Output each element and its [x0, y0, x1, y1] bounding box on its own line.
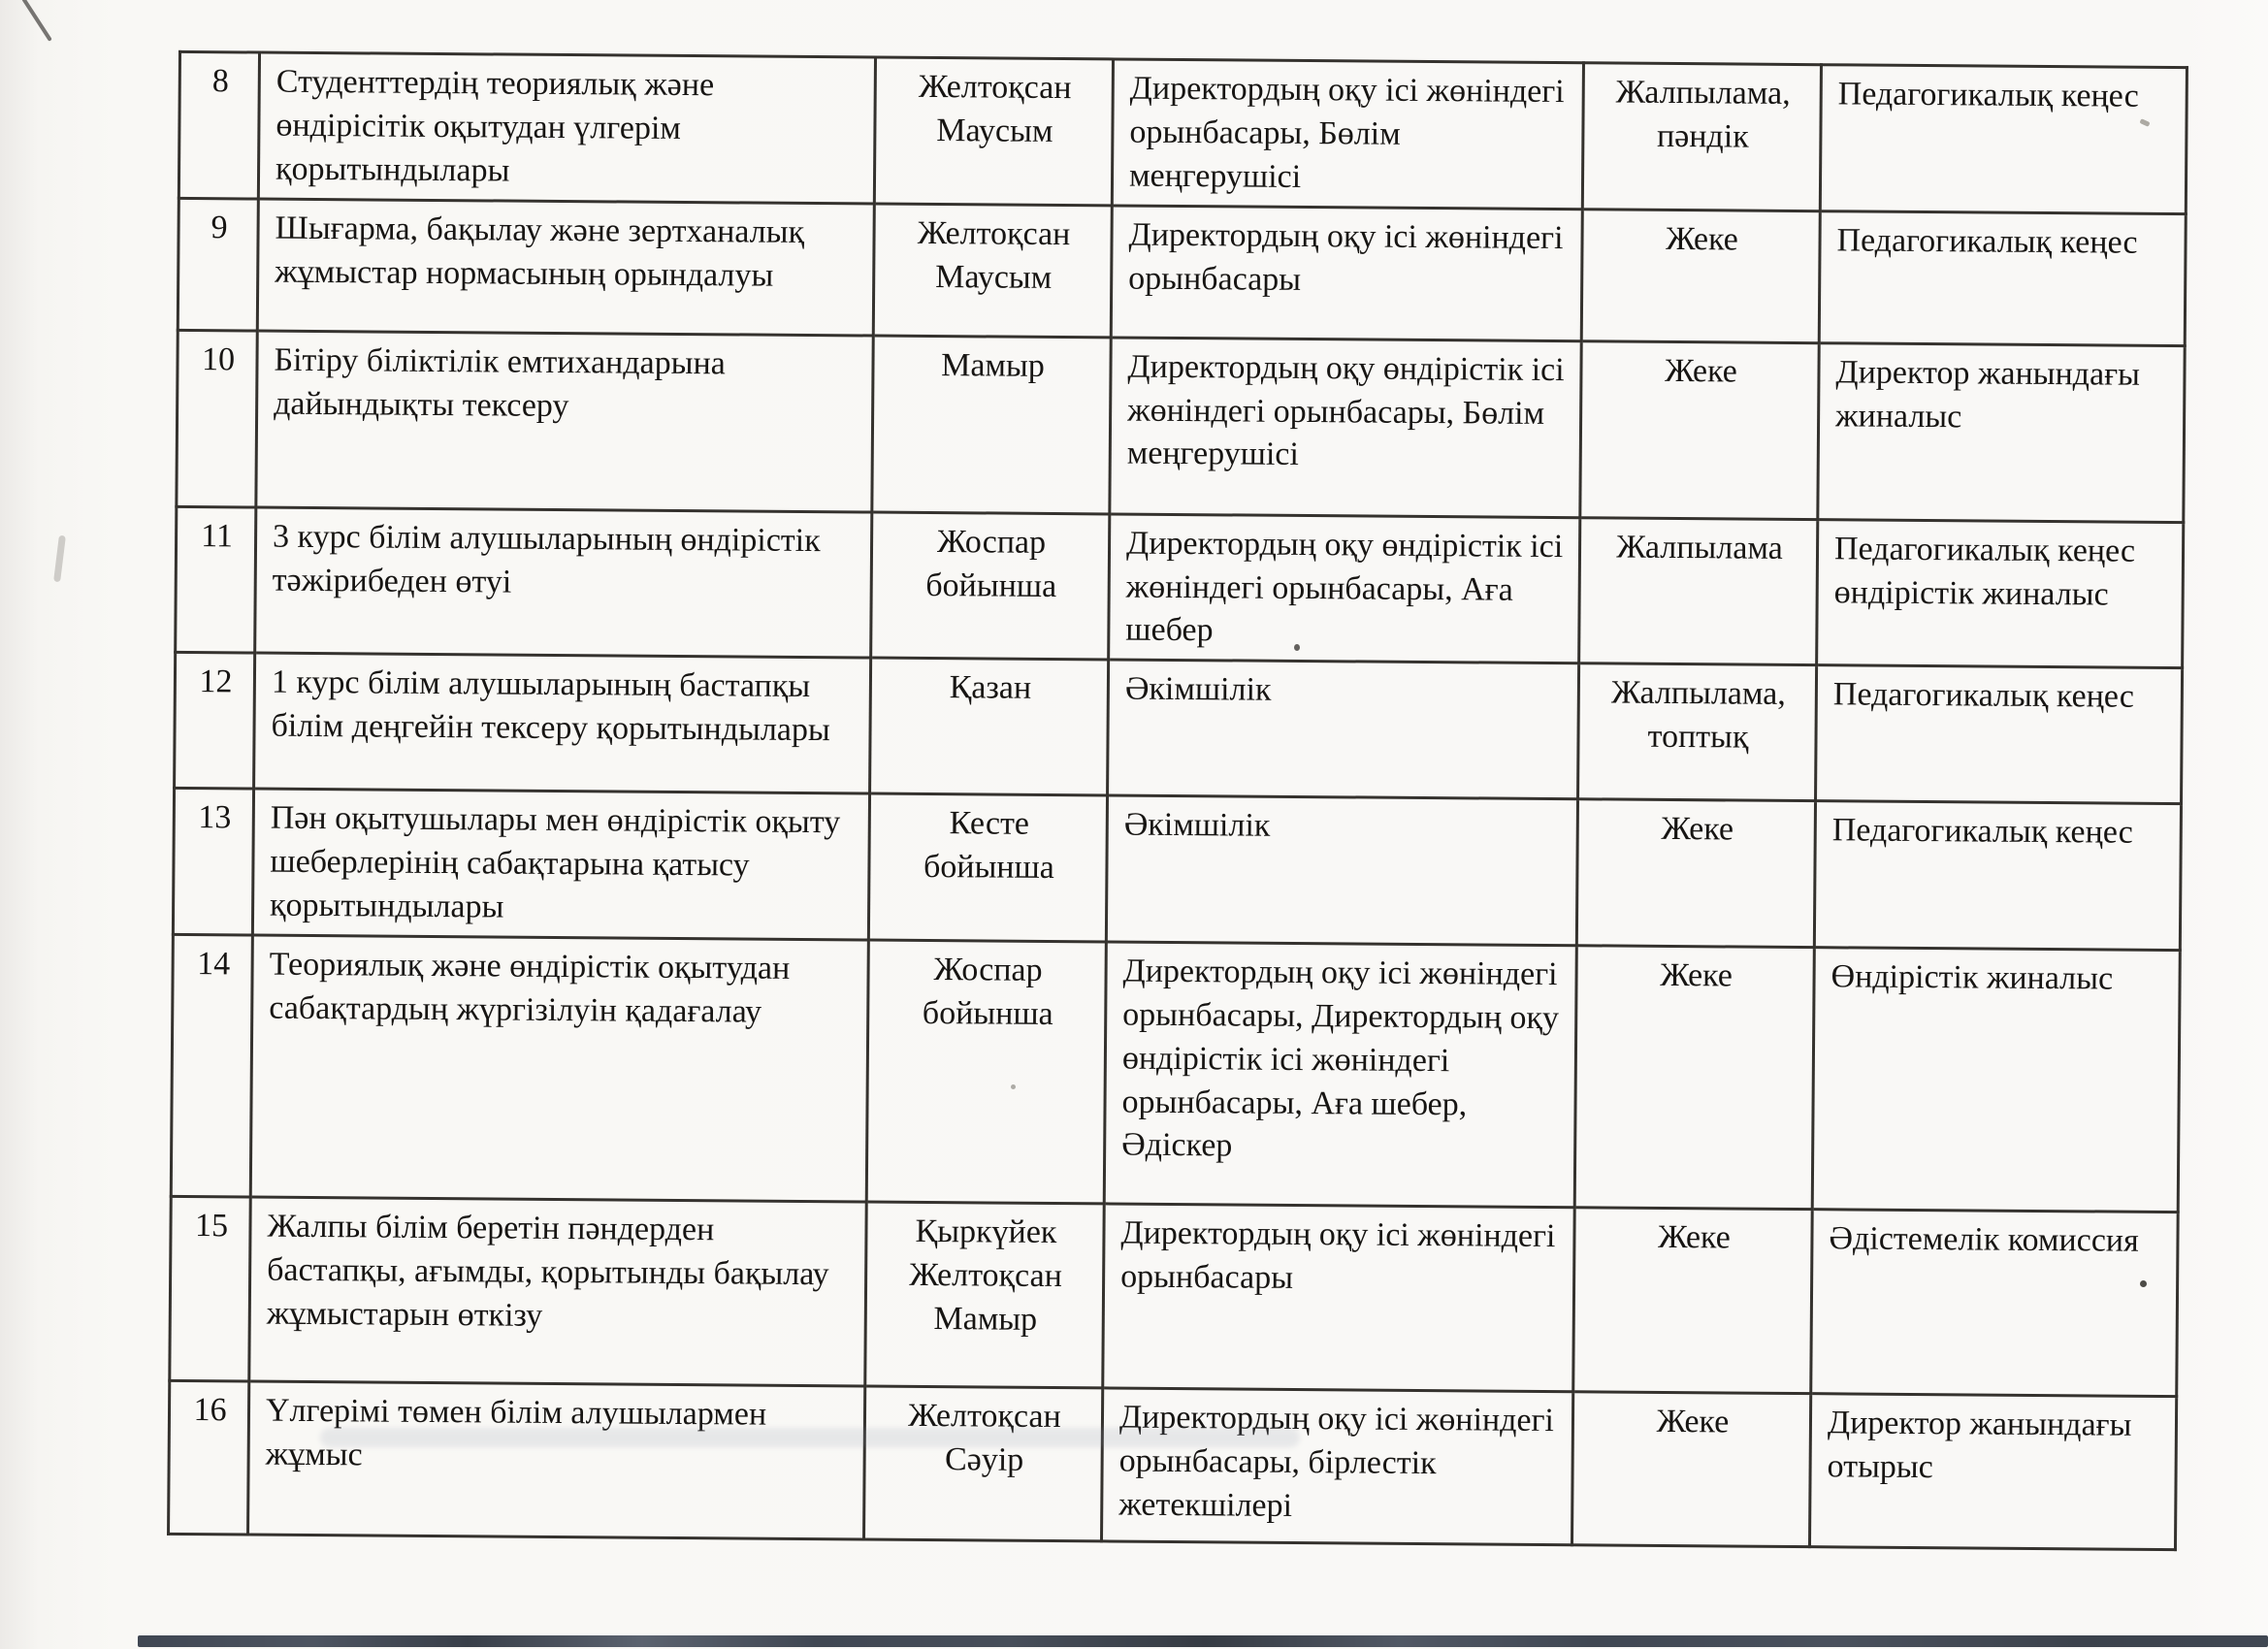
- cell-control-form: Жалпылама, пәндік: [1582, 63, 1821, 211]
- scan-artifact-speck: [2140, 1280, 2147, 1287]
- table-row: [171, 934, 2180, 1212]
- cell-control-form: Жеке: [1576, 799, 1815, 948]
- cell-review-venue: Әдістемелік комиссия: [1811, 1210, 2178, 1397]
- cell-control-form: Жеке: [1581, 209, 1820, 342]
- cell-control-form: Жеке: [1571, 1392, 1810, 1547]
- table-row: [178, 51, 2187, 213]
- cell-row-number: 13: [173, 789, 253, 935]
- cell-review-venue: Педагогикалық кеңес: [1820, 65, 2187, 214]
- cell-activity: Үлгерімі төмен білім алушылармен жұмыс: [248, 1381, 865, 1539]
- cell-row-number: 12: [175, 653, 255, 790]
- cell-activity: 3 курс білім алушыларының өндірістік тәжірибеден өтуі: [255, 507, 872, 659]
- cell-review-venue: Педагогикалық кеңес: [1819, 210, 2186, 345]
- table-row: [175, 653, 2183, 804]
- cell-review-venue: Педагогикалық кеңес: [1814, 801, 2181, 951]
- cell-activity: Теориялық және өндірістік оқытудан сабақтардың жүргізілуін қадағалау: [250, 935, 868, 1202]
- cell-control-form: Жалпылама, топтық: [1578, 663, 1817, 801]
- cell-activity: Шығарма, бақылау және зертханалық жұмыстар нормасының орындалуы: [257, 199, 874, 336]
- cell-activity: Пән оқытушылары мен өндірістік оқыту шеберлерінің сабақтарына қатысу қорытындылары: [252, 789, 869, 940]
- cell-row-number: 8: [178, 51, 259, 198]
- cell-timeframe: Желтоқсан Сәуір: [864, 1386, 1103, 1541]
- cell-timeframe: Желтоқсан Маусым: [874, 57, 1113, 206]
- cell-review-venue: Өндірістік жиналыс: [1812, 948, 2180, 1212]
- cell-responsible: Әкімшілік: [1108, 660, 1579, 799]
- cell-timeframe: Қыркүйек Желтоқсан Мамыр: [865, 1202, 1104, 1388]
- cell-row-number: 9: [178, 198, 258, 331]
- cell-control-form: Жеке: [1573, 1208, 1812, 1394]
- cell-activity: Жалпы білім беретін пәндерден бастапқы, ағымды, қорытынды бақылау жұмыстарын өткізу: [249, 1197, 866, 1386]
- cell-responsible: Директордың оқу өндірістік ісі жөніндегі орынбасары, Бөлім меңгерушісі: [1110, 338, 1581, 518]
- cell-responsible: Директордың оқу ісі жөніндегі орынбасары: [1103, 1204, 1574, 1392]
- work-plan-table: [167, 50, 2188, 1551]
- cell-timeframe: Мамыр: [872, 336, 1111, 514]
- table-row: [170, 1196, 2178, 1396]
- table-row: [173, 789, 2181, 951]
- scan-artifact-left-smudge: [53, 535, 66, 582]
- cell-responsible: Әкімшілік: [1106, 795, 1577, 945]
- cell-row-number: 11: [176, 506, 256, 653]
- cell-review-venue: Директор жанындағы отырыс: [1809, 1394, 2176, 1550]
- cell-row-number: 10: [177, 330, 257, 507]
- cell-timeframe: Қазан: [870, 658, 1109, 795]
- cell-activity: Студенттердің теориялық және өндірісітік оқытудан үлгерім қорытындылары: [258, 52, 875, 204]
- cell-responsible: Директордың оқу ісі жөніндегі орынбасары, Бөлім меңгерушісі: [1112, 59, 1583, 209]
- cell-row-number: 15: [170, 1196, 250, 1381]
- cell-row-number: 16: [169, 1380, 249, 1535]
- scan-artifact-bottom-edge: [138, 1635, 2268, 1647]
- table-row: [178, 198, 2186, 345]
- cell-control-form: Жеке: [1580, 340, 1819, 519]
- cell-activity: Бітіру біліктілік емтихандарына дайындықты тексеру: [256, 331, 873, 512]
- cell-timeframe: Жоспар бойынша: [866, 940, 1106, 1204]
- cell-timeframe: Жоспар бойынша: [871, 512, 1110, 661]
- cell-row-number: 14: [171, 934, 252, 1197]
- table-row: [169, 1380, 2177, 1549]
- cell-timeframe: Кесте бойынша: [868, 793, 1107, 942]
- scan-artifact-speck: [1294, 644, 1300, 651]
- cell-responsible: Директордың оқу ісі жөніндегі орынбасары, Директордың оқу өндірістік ісі жөніндегі орынбасары, Аға шебер, Әдіскер: [1104, 942, 1576, 1208]
- scan-artifact-ink-bleed: [320, 1428, 1300, 1447]
- table-row: [177, 330, 2185, 522]
- cell-activity: 1 курс білім алушыларының бастапқы білім деңгейін тексеру қорытындылары: [254, 653, 871, 793]
- cell-review-venue: Педагогикалық кеңес: [1816, 665, 2183, 804]
- work-plan-table-wrapper: [167, 50, 2188, 1551]
- scan-artifact-corner-mark: [21, 0, 52, 42]
- cell-control-form: Жеке: [1574, 946, 1814, 1210]
- cell-responsible: Директордың оқу ісі жөніндегі орынбасары: [1111, 206, 1582, 341]
- cell-control-form: Жалпылама: [1579, 517, 1818, 665]
- cell-review-venue: Директор жанындағы жиналыс: [1818, 342, 2185, 522]
- cell-responsible: Директордың оқу өндірістік ісі жөніндегі орынбасары, Аға шебер: [1109, 514, 1580, 663]
- cell-timeframe: Желтоқсан Маусым: [873, 204, 1112, 338]
- cell-review-venue: Педагогикалық кеңес өндірістік жиналыс: [1817, 519, 2184, 668]
- cell-responsible: Директордың оқу ісі жөніндегі орынбасары, бірлестік жетекшілері: [1102, 1388, 1573, 1545]
- table-row: [176, 506, 2184, 668]
- scan-artifact-speck: [1011, 1084, 1016, 1089]
